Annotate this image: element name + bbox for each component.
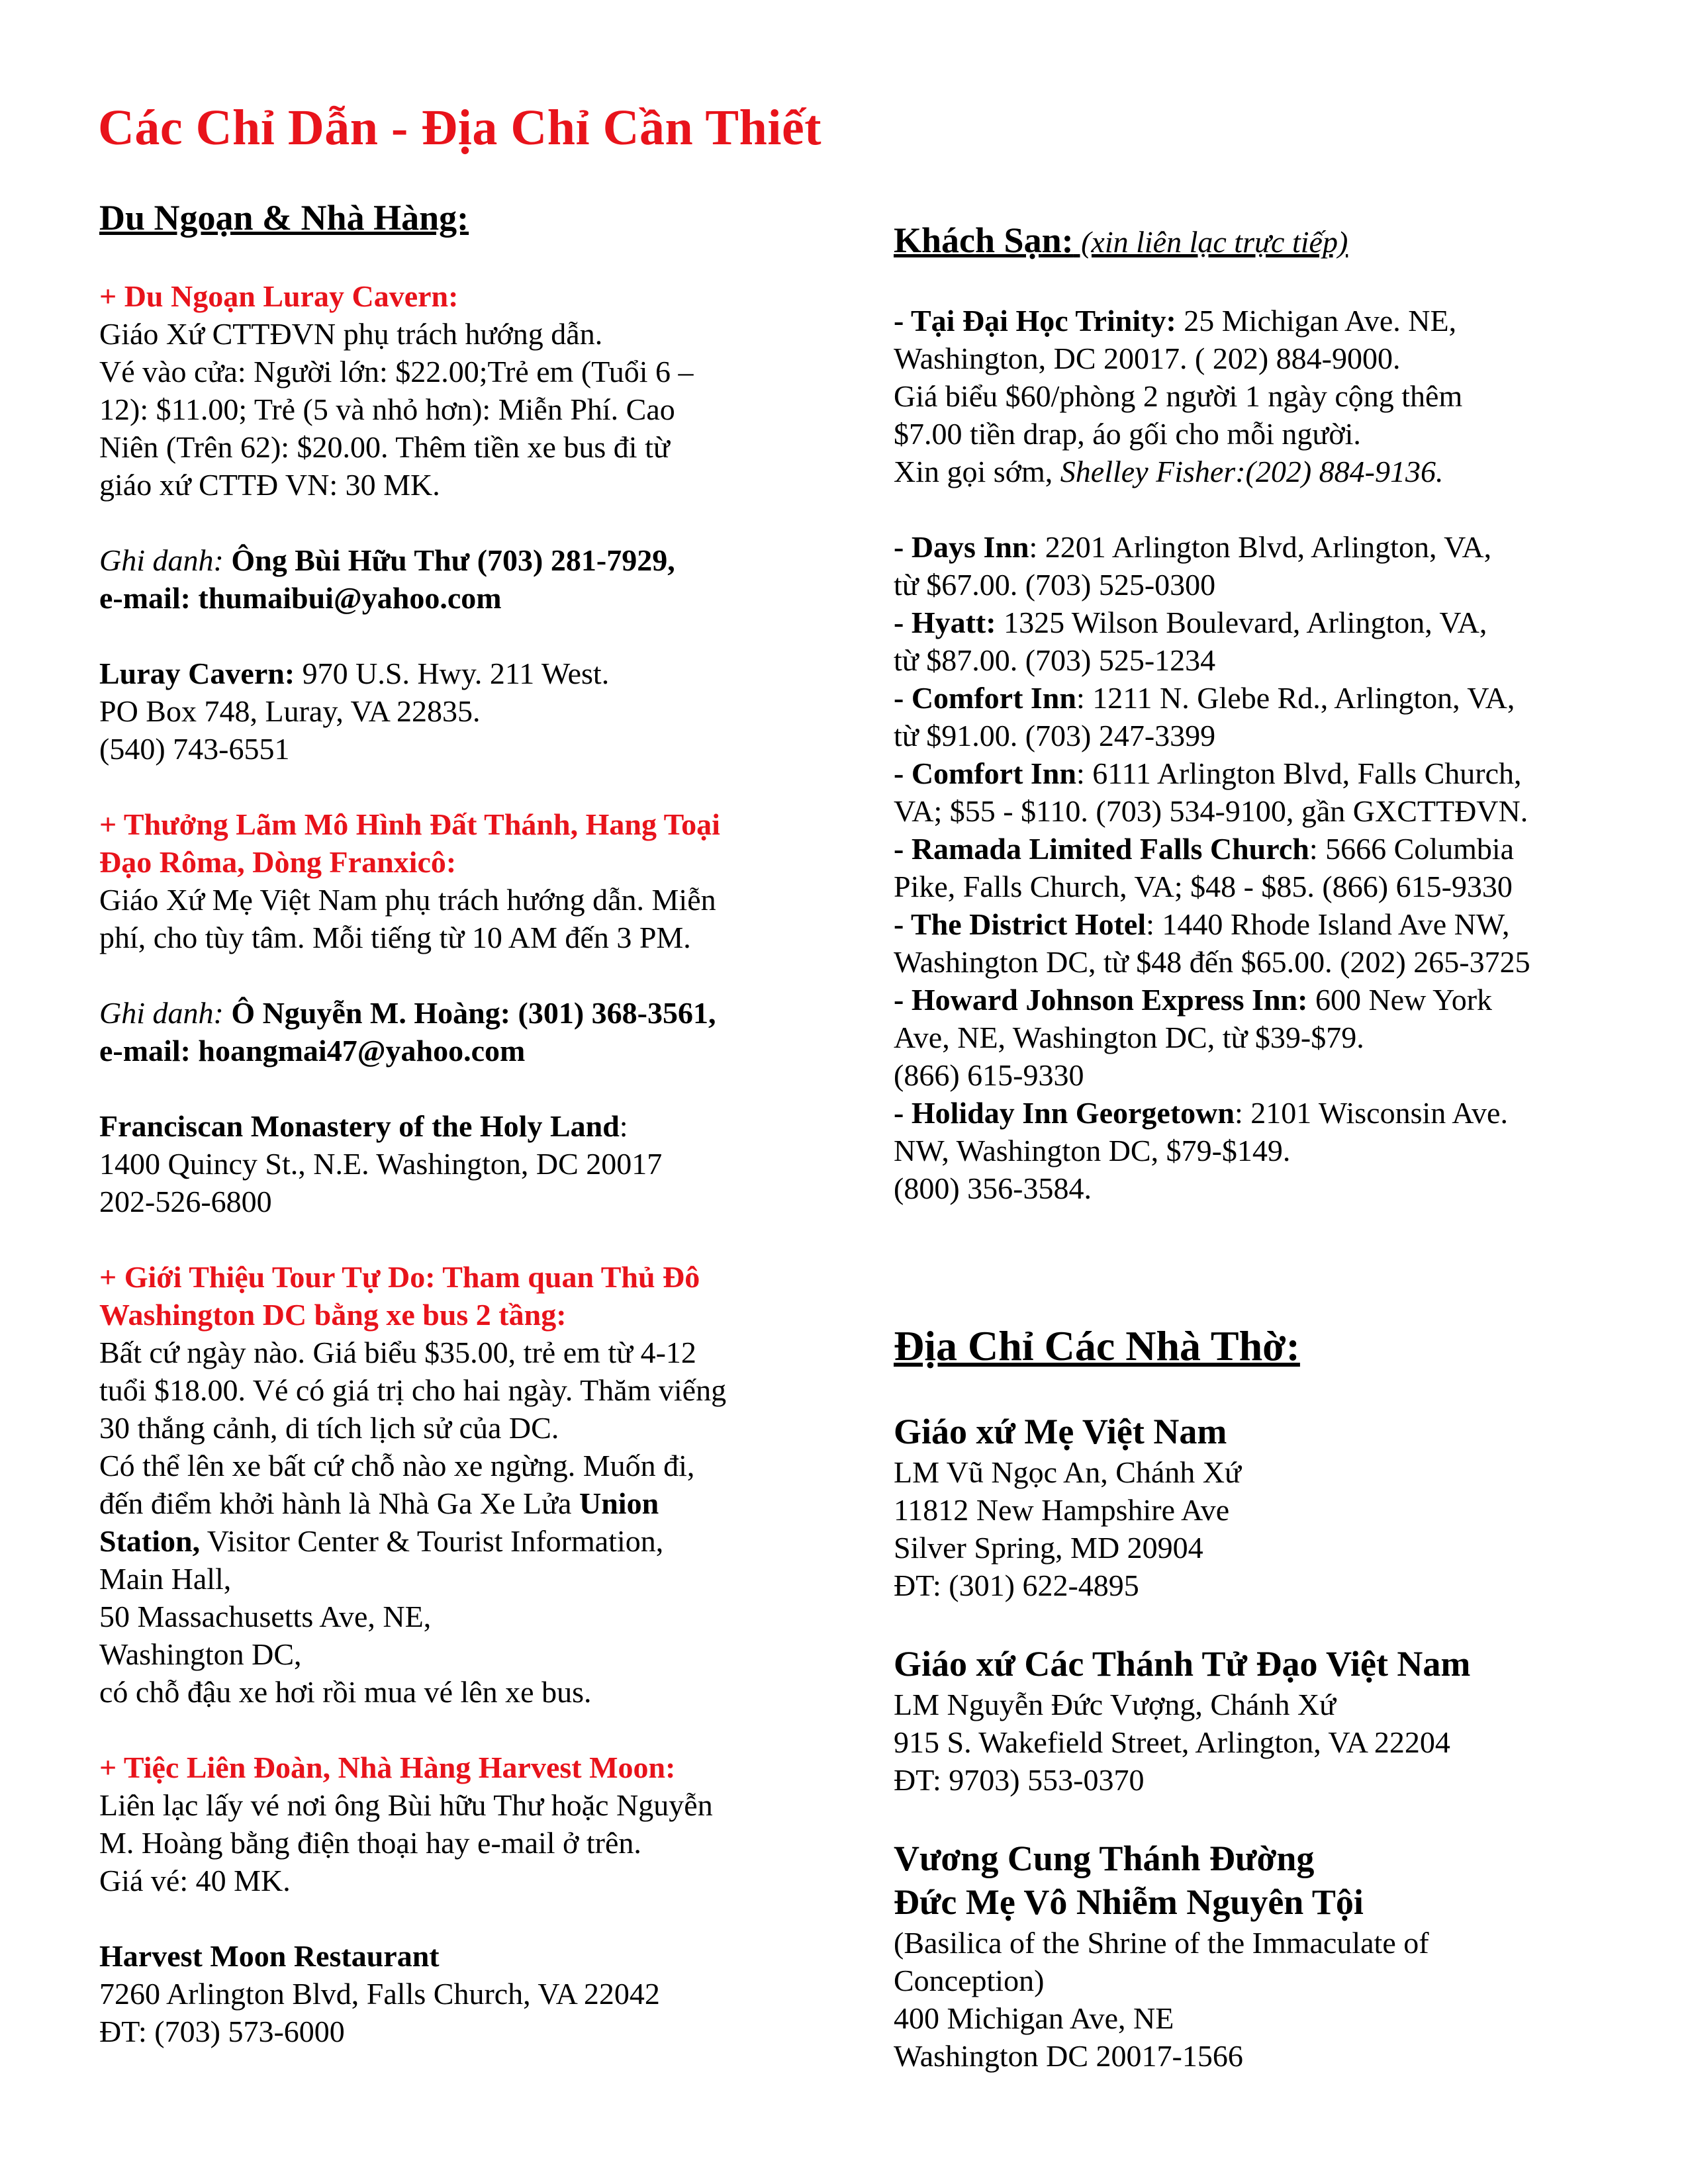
phone-line: 202-526-6800: [99, 1185, 272, 1218]
text-line: 30 thắng cảnh, di tích lịch sử của DC.: [99, 1411, 559, 1445]
registration-label: Ghi danh:: [99, 996, 232, 1030]
hotel-line: [894, 302, 1642, 340]
address-colon: :: [619, 1109, 628, 1143]
text-line: Có thể lên xe bất cứ chỗ nào xe ngừng. Muốn đi,: [99, 1449, 695, 1482]
hotel-line: Washington, DC 20017. ( 202) 884-9000.: [894, 341, 1401, 375]
church-basilica: [894, 1837, 1642, 2075]
hotel-address: 600 New York: [1307, 983, 1493, 1017]
church-line: Conception): [894, 1964, 1045, 1997]
hotel-line: [894, 453, 1642, 490]
registration-line: [99, 541, 814, 579]
hotels-note: (xin liên lạc trực tiếp): [1073, 225, 1348, 259]
registration-email[interactable]: e-mail: hoangmai47@yahoo.com: [99, 1034, 526, 1068]
text-line: 50 Massachusetts Ave, NE,: [99, 1600, 432, 1633]
hotel-line: NW, Washington DC, $79-$149.: [894, 1134, 1291, 1167]
hotel-name: - Comfort Inn: [894, 756, 1076, 790]
tour-heading: + Thưởng Lãm Mô Hình Đất Thánh, Hang Toại: [99, 807, 720, 841]
right-column: [894, 218, 1642, 2075]
spacer: [99, 1220, 814, 1258]
spacer: [99, 1899, 814, 1937]
church-name: Đức Mẹ Vô Nhiễm Nguyên Tội: [894, 1882, 1364, 1922]
hotel-line: từ $91.00. (703) 247-3399: [894, 719, 1216, 752]
hotel-name: - Ramada Limited Falls Church: [894, 832, 1309, 866]
text-span: đến điểm khởi hành là Nhà Ga Xe Lửa: [99, 1486, 579, 1520]
hotel-line: Washington DC, từ $48 đến $65.00. (202) 265-3725: [894, 945, 1530, 979]
spacer: [99, 1069, 814, 1107]
tour-heading: Washington DC bằng xe bus 2 tầng:: [99, 1298, 567, 1332]
hotel-address: 1325 Wilson Boulevard, Arlington, VA,: [996, 606, 1487, 639]
church-line: Silver Spring, MD 20904: [894, 1531, 1203, 1565]
hotel-address: 25 Michigan Ave. NE,: [1176, 304, 1457, 338]
hotel-line: [894, 604, 1642, 641]
church-name: Giáo xứ Mẹ Việt Nam: [894, 1412, 1227, 1451]
hotel-line: [894, 981, 1642, 1019]
church-line: LM Nguyễn Đức Vượng, Chánh Xứ: [894, 1688, 1336, 1721]
hotel-line: Giá biểu $60/phòng 2 người 1 ngày cộng thêm: [894, 379, 1463, 413]
text-line: Giáo Xứ Mẹ Việt Nam phụ trách hướng dẫn. Miễn: [99, 883, 716, 917]
hotel-line: Ave, NE, Washington DC, từ $39-$79.: [894, 1021, 1364, 1054]
church-line: (Basilica of the Shrine of the Immaculate of: [894, 1926, 1429, 1960]
tour-dc-bus: [99, 1258, 814, 1711]
text-span: Xin gọi sớm,: [894, 455, 1060, 488]
section-heading-churches: Địa Chỉ Các Nhà Thờ:: [894, 1322, 1300, 1369]
church-line: ĐT: (301) 622-4895: [894, 1569, 1139, 1602]
church-line: 915 S. Wakefield Street, Arlington, VA 22204: [894, 1725, 1450, 1759]
hotel-line: VA; $55 - $110. (703) 534-9100, gần GXCTTĐVN.: [894, 794, 1528, 828]
phone-line: (540) 743-6551: [99, 732, 290, 766]
hotel-line: (866) 615-9330: [894, 1058, 1084, 1092]
hotel-address: : 2201 Arlington Blvd, Arlington, VA,: [1029, 530, 1492, 564]
spacer: [99, 956, 814, 994]
tour-heading: + Giới Thiệu Tour Tự Do: Tham quan Thủ Đô: [99, 1260, 700, 1294]
address-name: Franciscan Monastery of the Holy Land: [99, 1109, 620, 1143]
left-column: [99, 196, 814, 2050]
text-line: [99, 1522, 814, 1560]
spacer: [894, 1283, 1642, 1320]
spacer: [894, 1207, 1642, 1245]
spacer: [99, 617, 814, 655]
tour-heading: Đạo Rôma, Dòng Franxicô:: [99, 845, 457, 879]
spacer: [894, 1245, 1642, 1283]
church-name: Giáo xứ Các Thánh Tử Đạo Việt Nam: [894, 1644, 1471, 1684]
address-line: PO Box 748, Luray, VA 22835.: [99, 694, 481, 728]
address-line: [99, 1107, 814, 1145]
text-line: Vé vào cửa: Người lớn: $22.00;Trẻ em (Tuổi 6 –: [99, 355, 694, 388]
contact-span: Shelley Fisher:(202) 884-9136.: [1060, 455, 1444, 488]
text-span: Visitor Center & Tourist Information,: [200, 1524, 664, 1558]
spacer: [894, 1799, 1642, 1837]
spacer: [99, 768, 814, 805]
hotel-line: (800) 356-3584.: [894, 1171, 1092, 1205]
hotel-line: từ $67.00. (703) 525-0300: [894, 568, 1216, 602]
text-line: Main Hall,: [99, 1562, 232, 1596]
church-line: Washington DC 20017-1566: [894, 2039, 1243, 2073]
text-span-bold: Union: [579, 1486, 659, 1520]
hotel-line: từ $87.00. (703) 525-1234: [894, 643, 1216, 677]
section-heading-tours: Du Ngoạn & Nhà Hàng:: [99, 198, 469, 238]
hotel-address: : 1440 Rhode Island Ave NW,: [1146, 907, 1510, 941]
registration-line: [99, 994, 814, 1032]
registration-contact: Ông Bùi Hữu Thư (703) 281-7929,: [231, 543, 675, 577]
address-street: 970 U.S. Hwy. 211 West.: [295, 657, 610, 690]
spacer: [99, 1711, 814, 1749]
spacer: [894, 264, 1642, 302]
hotel-line: [894, 754, 1642, 792]
church-line: 400 Michigan Ave, NE: [894, 2001, 1174, 2035]
page-title: Các Chỉ Dẫn - Địa Chỉ Cần Thiết: [98, 100, 822, 156]
hotel-name: - Howard Johnson Express Inn:: [894, 983, 1308, 1017]
hotel-line: [894, 679, 1642, 717]
hotel-address: : 6111 Arlington Blvd, Falls Church,: [1076, 756, 1522, 790]
registration-contact: Ô Nguyễn M. Hoàng: (301) 368-3561,: [231, 996, 716, 1030]
address-line: [99, 655, 814, 692]
hotel-name: - Hyatt:: [894, 606, 996, 639]
hotel-line: [894, 1094, 1642, 1132]
registration-label: Ghi danh:: [99, 543, 232, 577]
text-line: tuổi $18.00. Vé có giá trị cho hai ngày. Thăm viếng: [99, 1373, 727, 1407]
hotel-name: - Days Inn: [894, 530, 1029, 564]
spacer: [99, 240, 814, 277]
hotel-address: : 1211 N. Glebe Rd., Arlington, VA,: [1076, 681, 1515, 715]
address-name: Harvest Moon Restaurant: [99, 1939, 440, 1973]
tour-heading: + Du Ngoạn Luray Cavern:: [99, 279, 459, 313]
hotel-address: : 5666 Columbia: [1309, 832, 1515, 866]
text-line: phí, cho tùy tâm. Mỗi tiếng từ 10 AM đến 3 PM.: [99, 921, 691, 954]
church-line: ĐT: 9703) 553-0370: [894, 1763, 1145, 1797]
address-line: 7260 Arlington Blvd, Falls Church, VA 22042: [99, 1977, 660, 2011]
hotel-line: $7.00 tiền drap, áo gối cho mỗi người.: [894, 417, 1361, 451]
hotel-line: [894, 905, 1642, 943]
text-line: M. Hoàng bằng điện thoại hay e-mail ở trên.: [99, 1826, 641, 1860]
hotel-list: [894, 528, 1642, 1207]
hotel-name: - Tại Đại Học Trinity:: [894, 304, 1176, 338]
hotel-line: Pike, Falls Church, VA; $48 - $85. (866) 615-9330: [894, 870, 1513, 903]
text-line: [99, 1484, 814, 1522]
address-line: 1400 Quincy St., N.E. Washington, DC 20017: [99, 1147, 663, 1181]
tour-luray: [99, 277, 814, 768]
text-line: 12): $11.00; Trẻ (5 và nhỏ hơn): Miễn Phí. Cao: [99, 392, 675, 426]
church-me-viet-nam: [894, 1410, 1642, 1604]
phone-line: ĐT: (703) 573-6000: [99, 2015, 345, 2048]
hotel-name: - Comfort Inn: [894, 681, 1076, 715]
hotel-line: [894, 528, 1642, 566]
tour-holy-land: [99, 805, 814, 1220]
text-line: Washington DC,: [99, 1637, 302, 1671]
hotel-trinity: [894, 302, 1642, 490]
church-name: Vương Cung Thánh Đường: [894, 1839, 1315, 1878]
text-line: Giáo Xứ CTTĐVN phụ trách hướng dẫn.: [99, 317, 603, 351]
text-line: giáo xứ CTTĐ VN: 30 MK.: [99, 468, 440, 502]
spacer: [894, 490, 1642, 528]
hotel-name: - The District Hotel: [894, 907, 1147, 941]
address-name: Luray Cavern:: [99, 657, 295, 690]
church-martyrs: [894, 1642, 1642, 1799]
hotel-name: - Holiday Inn Georgetown: [894, 1096, 1235, 1130]
section-heading-hotels: [894, 218, 1642, 264]
text-span-bold: Station,: [99, 1524, 201, 1558]
text-line: Liên lạc lấy vé nơi ông Bùi hữu Thư hoặc Nguyễn: [99, 1788, 713, 1822]
church-line: 11812 New Hampshire Ave: [894, 1493, 1230, 1527]
hotel-line: [894, 830, 1642, 868]
text-line: Giá vé: 40 MK.: [99, 1864, 291, 1897]
spacer: [99, 504, 814, 541]
spacer: [894, 1604, 1642, 1642]
text-line: Bất cứ ngày nào. Giá biểu $35.00, trẻ em từ 4-12: [99, 1336, 696, 1369]
church-line: LM Vũ Ngọc An, Chánh Xứ: [894, 1455, 1241, 1489]
text-line: Niên (Trên 62): $20.00. Thêm tiền xe bus đi từ: [99, 430, 670, 464]
spacer: [894, 1372, 1642, 1410]
registration-email[interactable]: e-mail: thumaibui@yahoo.com: [99, 581, 502, 615]
banquet: [99, 1749, 814, 2050]
hotel-address: : 2101 Wisconsin Ave.: [1234, 1096, 1508, 1130]
hotels-heading: Khách Sạn:: [894, 220, 1074, 260]
banquet-heading: + Tiệc Liên Đoàn, Nhà Hàng Harvest Moon:: [99, 1751, 676, 1784]
text-line: có chỗ đậu xe hơi rồi mua vé lên xe bus.: [99, 1675, 592, 1709]
